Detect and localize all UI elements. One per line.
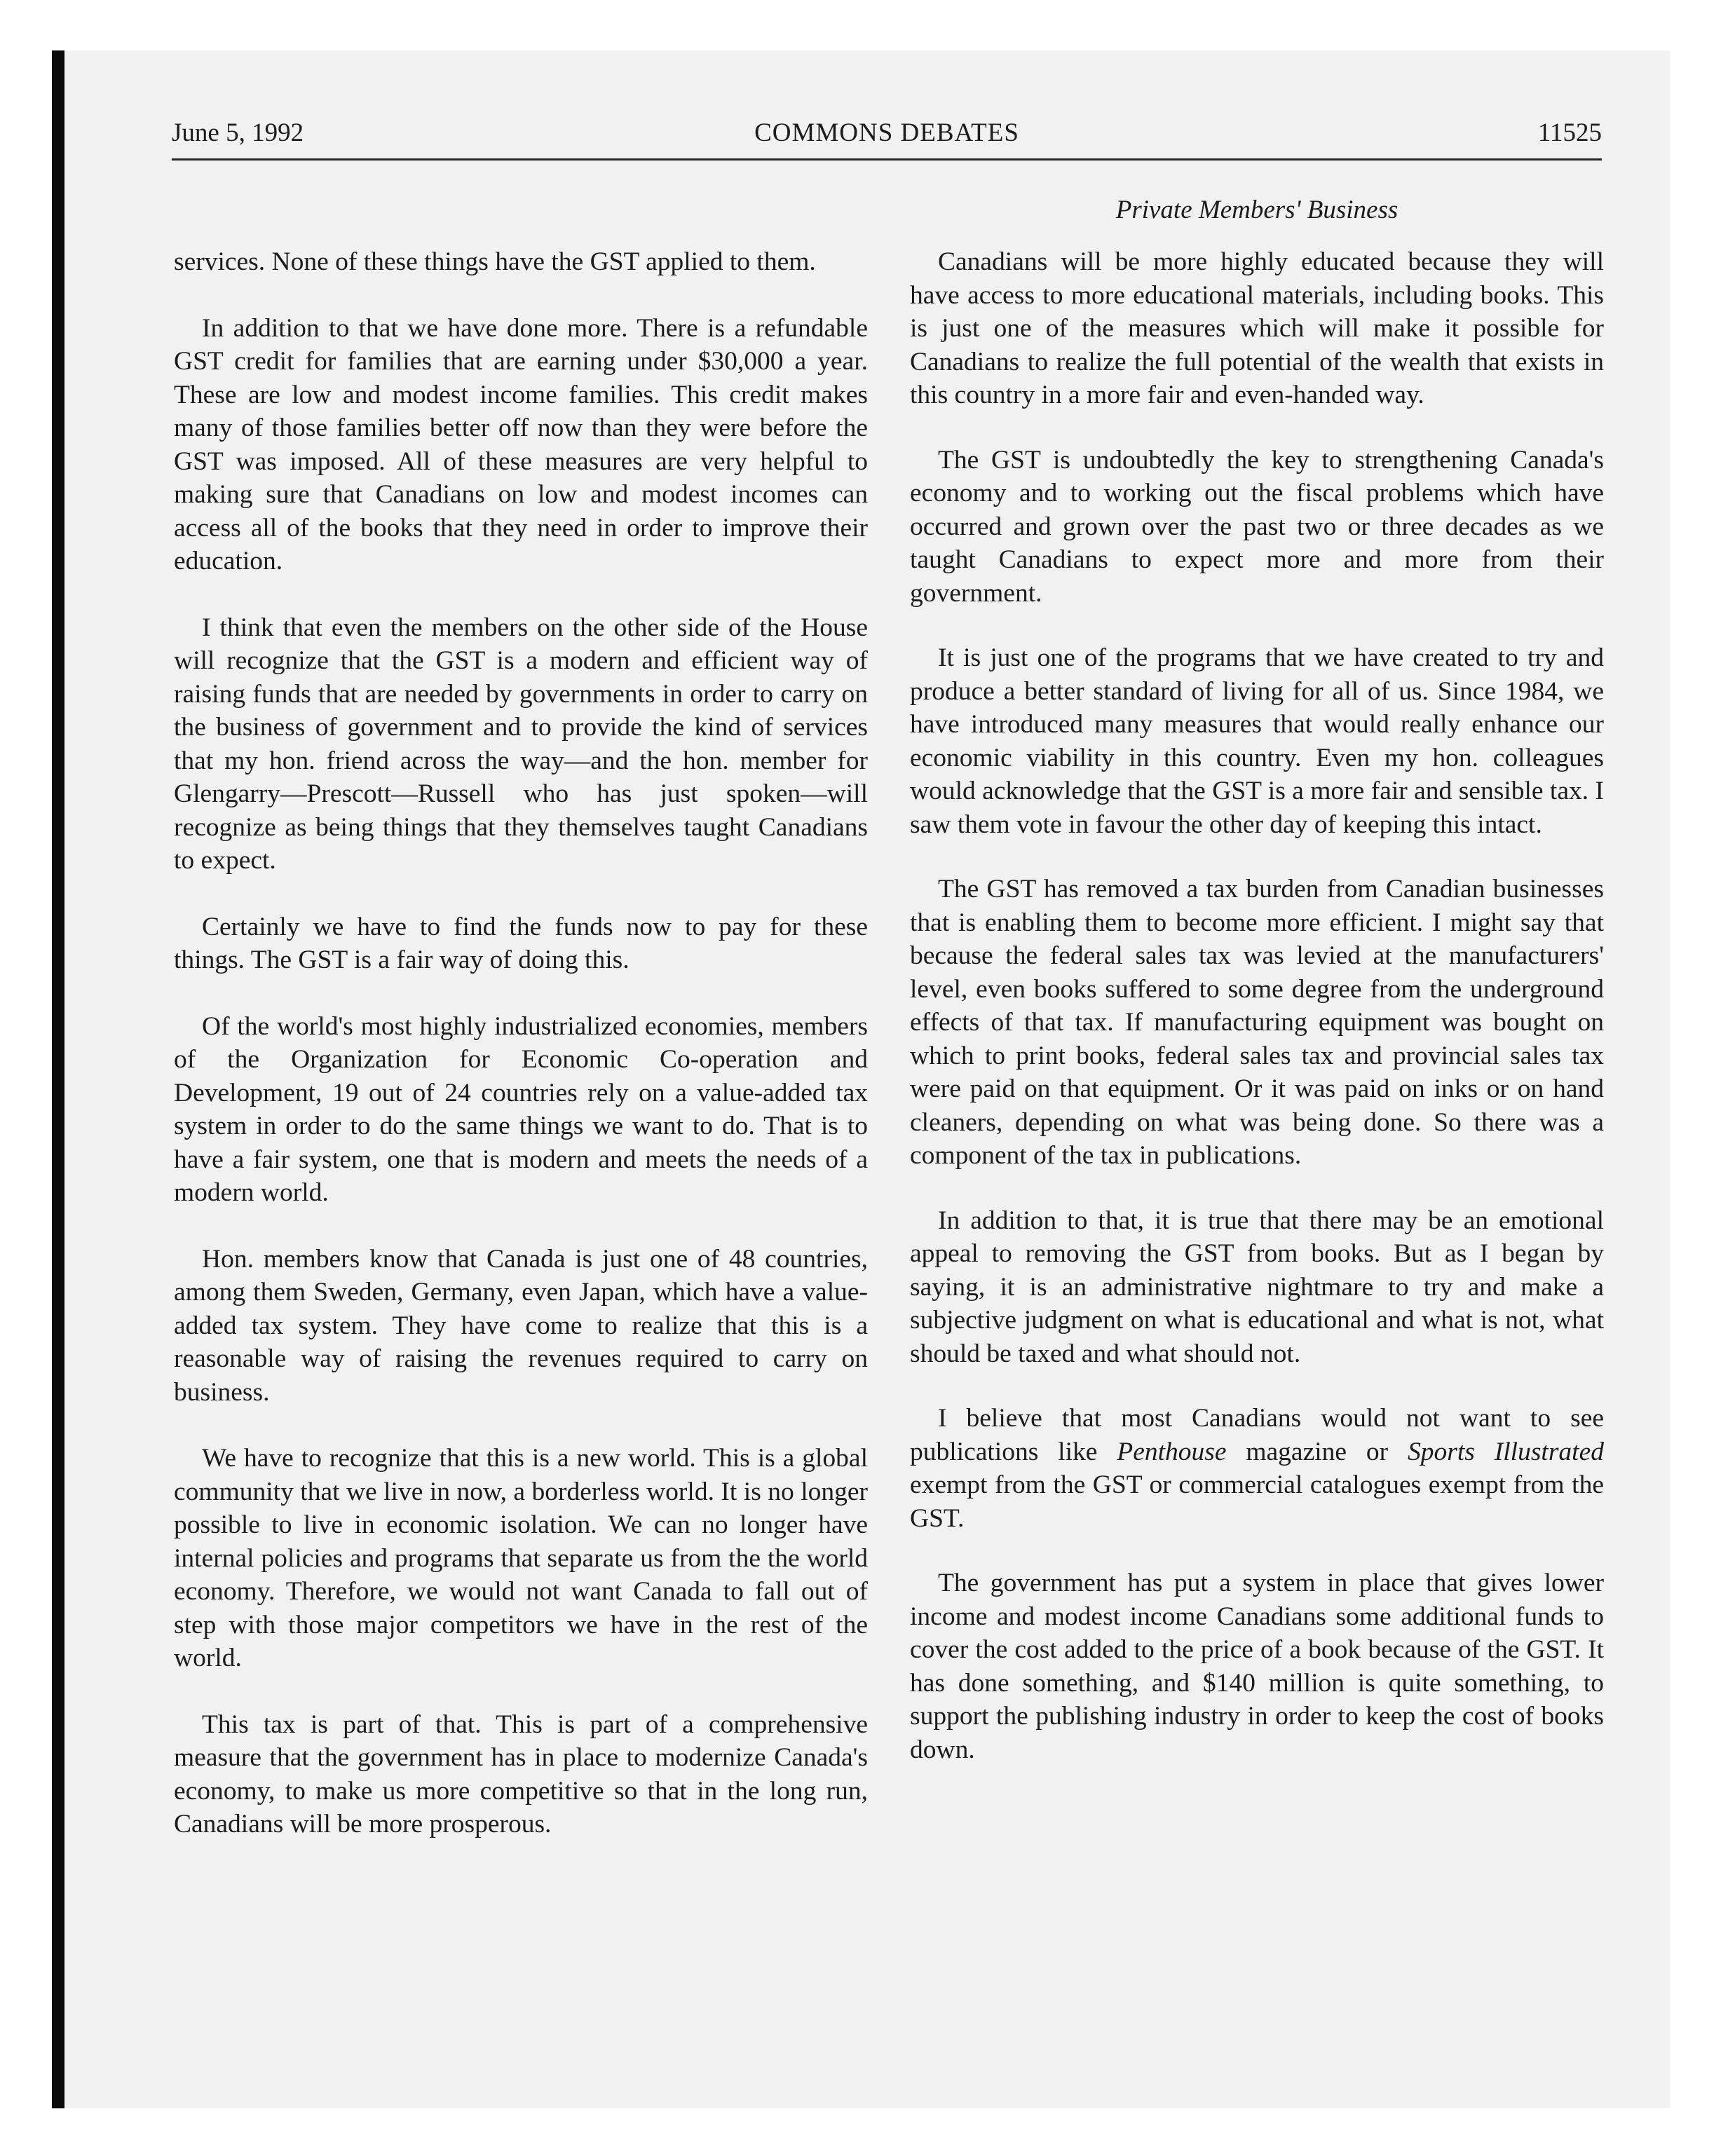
paragraph: The GST has removed a tax burden from Canadian businesses that is enabling them to become more efficient. I might say that because the federal sales tax was levied at the manufacturers' level, even books suffered to some degree from the underground effects of that tax. If manufacturing equipment was bought on which to print books, federal sales tax and provincial sales tax were paid on that equipment. Or it was paid on inks or on hand cleaners, depending on what was being done. So there was a component of the tax in publications. [910,875,1604,1170]
paragraph: It is just one of the programs that we have created to try and produce a better standard of living for all of us. Since 1984, we have introduced many measures that would really enhance our economic viability in this country. Even my hon. colleagues would acknowledge that the GST is a more fair and sensible tax. I saw them vote in favour the other day of keeping this intact. [910,643,1604,839]
text-run: exempt from the GST or commercial catalogues exempt from the GST. [910,1471,1604,1533]
publication-title: Sports Illustrated [1408,1437,1604,1466]
paragraph: Certainly we have to find the funds now to pay for these things. The GST is a fair way of doing this. [174,912,868,974]
paragraph: This tax is part of that. This is part of a comprehensive measure that the government has in place to modernize Canada's economy, to make us more competitive so that in the long run, Canadians will be more prosperous. [174,1710,868,1838]
scan-edge [52,50,64,2108]
paragraph: We have to recognize that this is a new world. This is a global community that we live in now, a borderless world. It is no longer possible to live in economic isolation. We can no longer have internal policies and programs that separate us from the the world economy. Therefore, we would not want Canada to fall out of step with those major competitors we have in the rest of the world. [174,1444,868,1672]
paragraph: Canadians will be more highly educated because they will have access to more educational materials, including books. This is just one of the measures which will make it possible for Canadians to realize the full potential of the wealth that exists in this country in a more fair and even-handed way. [910,247,1604,409]
paragraph: In addition to that we have done more. There is a refundable GST credit for families that are earning under $30,000 a year. These are low and modest income families. This credit makes many of those families better off now than they were before the GST was imposed. All of these measures are very helpful to making sure that Canadians on low and modest incomes can access all of the books that they need in order to improve their education. [174,313,868,575]
text-run: I believe that most Canadians would not want to see publications like [910,1404,1604,1466]
publication-title: Penthouse [1117,1437,1227,1466]
paragraph: The government has put a system in place that gives lower income and modest income Canadians some additional funds to cover the cost added to the price of a book because of the GST. It has done something, and $140 million is quite something, to support the publishing industry in order to keep the cost of books down. [910,1569,1604,1764]
left-column [174,245,868,1841]
header-page-number: 11525 [1537,118,1602,147]
header-title: COMMONS DEBATES [754,118,1019,147]
paragraph: services. None of these things have the GST applied to them. [174,247,816,276]
section-title: Private Members' Business [1115,196,1399,224]
paragraph [910,1402,1604,1535]
page-header [172,112,1602,161]
paragraph: I think that even the members on the other side of the House will recognize that the GST is a modern and efficient way of raising funds that are needed by governments in order to carry on the business of government and to provide the kind of services that my hon. friend across the way—and the hon. member for Glengarry—Prescott—Russell who has just spoken—will recognize as being things that they themselves taught Canadians to expect. [174,613,868,875]
header-date: June 5, 1992 [172,118,304,147]
paragraph: The GST is undoubtedly the key to strengthening Canada's economy and to working out the fiscal problems which have occurred and grown over the past two or three decades as we taught Canadians to expect more and more from their government. [910,445,1604,608]
right-column [910,245,1604,1766]
text-run: magazine or [1226,1437,1408,1466]
paragraph: Hon. members know that Canada is just one of 48 countries, among them Sweden, Germany, even Japan, which have a value-added tax system. They have come to realize that this is a reasonable way of raising the revenues required to carry on business. [174,1244,868,1407]
paragraph: In addition to that, it is true that there may be an emotional appeal to removing the GST from books. But as I began by saying, it is an administrative nightmare to try and make a subjective judgment on what is educational and what is not, what should be taxed and what should not. [910,1206,1604,1368]
paragraph: Of the world's most highly industrialized economies, members of the Organization for Economic Co-operation and Development, 19 out of 24 countries rely on a value-added tax system in order to do the same things we want to do. That is to have a fair system, one that is modern and meets the needs of a modern world. [174,1011,868,1207]
